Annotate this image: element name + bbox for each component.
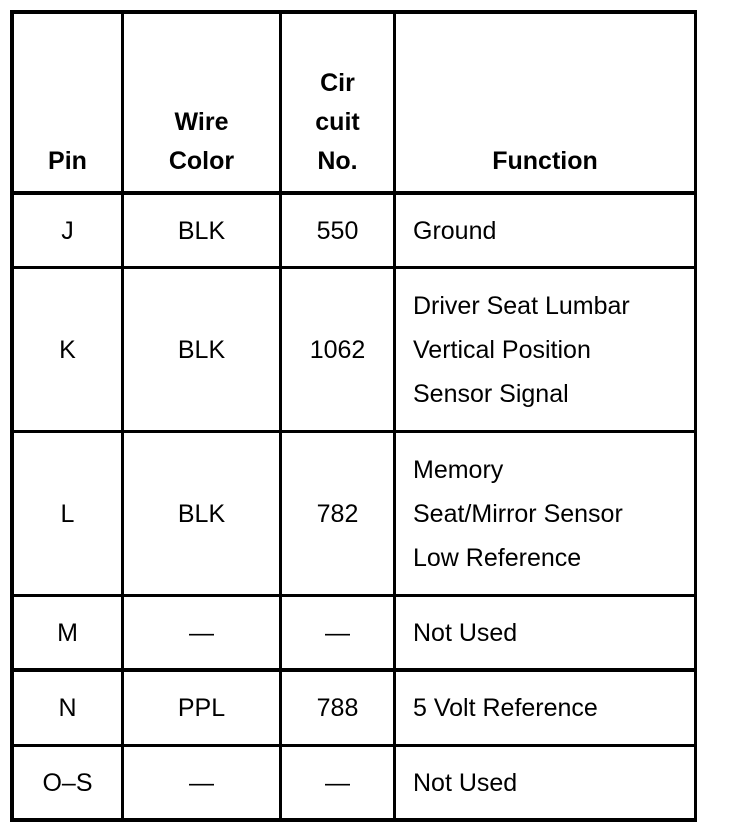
header-circuit-line: cuit <box>315 108 360 136</box>
header-function-line: Function <box>492 147 598 175</box>
cell-function <box>396 747 694 818</box>
cell-wire-color: BLK <box>177 499 226 528</box>
cell-function <box>396 269 694 430</box>
header-wire-color <box>124 14 279 191</box>
header-circuit-line: Cir <box>320 69 355 97</box>
cell-function <box>396 195 694 266</box>
cell-circuit: — <box>325 618 350 647</box>
cell-wire-color: — <box>189 618 214 647</box>
header-pin-line: Pin <box>48 147 87 175</box>
function-line: Low Reference <box>413 543 582 572</box>
function-line: Memory <box>413 455 504 484</box>
cell-wire-color: BLK <box>177 335 226 364</box>
cell-circuit: 788 <box>316 694 359 722</box>
cell-circuit: 550 <box>316 216 359 245</box>
table-border-right <box>694 10 697 822</box>
cell-pin: K <box>59 335 76 364</box>
header-circuit-number <box>282 14 393 191</box>
header-function <box>396 14 694 191</box>
cell-pin: O–S <box>42 768 93 797</box>
cell-pin: N <box>58 694 77 722</box>
cell-function <box>396 597 694 668</box>
cell-pin: M <box>57 618 78 647</box>
function-line: 5 Volt Reference <box>413 694 598 722</box>
cell-circuit: 1062 <box>309 335 366 364</box>
cell-wire-color: BLK <box>177 216 226 245</box>
cell-wire-color: — <box>189 768 214 797</box>
function-line: Not Used <box>413 768 518 797</box>
function-line: Sensor Signal <box>413 379 569 408</box>
cell-circuit: 782 <box>316 499 359 528</box>
header-pin <box>14 14 121 191</box>
function-line: Ground <box>413 216 497 245</box>
header-circuit-line: No. <box>317 147 358 175</box>
table-border-bottom <box>10 818 697 822</box>
cell-pin: J <box>61 216 74 245</box>
cell-function <box>396 433 694 594</box>
cell-wire-color: PPL <box>177 694 226 722</box>
cell-pin: L <box>60 499 75 528</box>
function-line: Seat/Mirror Sensor <box>413 499 623 528</box>
cell-function <box>396 672 694 744</box>
cell-circuit: — <box>325 768 350 797</box>
header-wire-color-line: Wire <box>174 108 229 136</box>
function-line: Driver Seat Lumbar <box>413 291 630 320</box>
function-line: Vertical Position <box>413 335 591 364</box>
header-wire-color-line: Color <box>168 147 235 175</box>
function-line: Not Used <box>413 618 518 647</box>
